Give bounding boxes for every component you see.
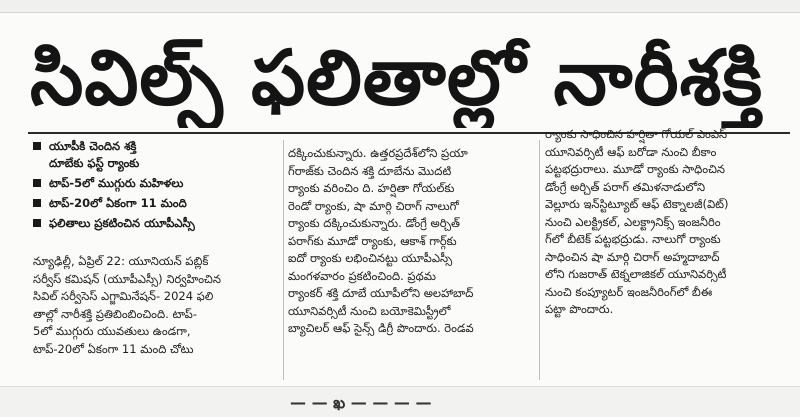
column-divider — [539, 140, 540, 380]
text-line: యూనివర్సిటీ ఆఫ్ బరోడా నుంచి బీకాం — [545, 144, 717, 159]
bullet-square-icon — [33, 219, 41, 227]
text-line: పరాగ్‌కు మూడో ర్యాంకు, ఆకాశ్ గార్గ్‌కు — [288, 233, 457, 248]
text-line: గ్‌రాజ్‌కు చెందిన శక్తి దూబేను మొదటి — [288, 163, 452, 178]
text-line: సివిల్ సర్వీసెస్ ఎగ్జామినేషన్- 2024 ఫలి — [33, 289, 214, 303]
text-line: లోని గుజరాత్ టెక్నలాజికల్ యూనివర్సిటీ — [545, 267, 727, 281]
bullet-square-icon — [33, 199, 41, 207]
bullet-square-icon — [33, 179, 41, 187]
text-line: తాల్లో నారీశక్తి ప్రతిబింబించింది. టాప్- — [33, 306, 197, 321]
bullet-square-icon — [33, 142, 41, 150]
text-line: టాప్-20లో ఏకంగా 11 మంది చోటు — [33, 341, 194, 356]
text-line: ర్యాంకర్ శక్తి దూబే యూపీలోని అలహాబాద్ — [288, 286, 474, 300]
text-line: దక్కించుకున్నారు. ఉత్తరప్రదేశ్‌లోని ప్రయా — [288, 146, 468, 160]
article-column-2 — [288, 145, 533, 338]
headline: సివిల్స్ ఫలితాల్లో నారీశక్తి — [30, 33, 764, 122]
text-line: న్యూఢిల్లీ, ఏప్రిల్ 22: యూనియన్ పబ్లిక్ — [33, 254, 209, 268]
text-line: ర్యాంకు దక్కించుకున్నారు. డోంగ్రే అర్చిత్ — [288, 216, 460, 230]
highlight-line: టాప్-5లో ముగ్గురు మహిళలు — [49, 176, 184, 190]
text-line: ర్యాంకు వరించిం ది. హర్షితా గోయల్‌కు — [288, 181, 455, 195]
text-line: సర్వీస్ కమిషన్ (యూపీఎస్సీ) నిర్వహించిన — [33, 271, 221, 286]
text-line: పట్టా పొందారు. — [545, 302, 614, 316]
highlights-list — [33, 138, 278, 235]
text-line: గ్‌లో బీటెక్ పట్టభద్రుడు. నాలుగో ర్యాంకు — [545, 232, 721, 246]
text-line: నుంచి కంప్యూటర్ ఇంజనీరింగ్‌లో బీఈ — [545, 284, 713, 299]
text-line: మంగళవారం ప్రకటించింది. ప్రథమ — [288, 268, 436, 283]
highlight-line: టాప్-20లో ఏకంగా 11 మంది — [49, 196, 187, 210]
text-line: యూనివర్సిటీ నుంచి బయోకెమిస్ట్రీలో — [288, 303, 451, 318]
text-line: పట్టభద్రురాలు. మూడో ర్యాంకు సాధించిన — [545, 162, 725, 176]
column-divider — [283, 140, 284, 380]
text-line: రెండో ర్యాంకు, షా మార్గి చిరాగ్ నాలుగో — [288, 198, 459, 213]
highlight-item — [33, 215, 278, 232]
text-line: బ్యాచిలర్ ఆఫ్ సైన్స్ డిగ్రీ పొందారు. రెండవ — [288, 321, 474, 335]
text-line: వెల్లూరు ఇన్‌స్టిట్యూట్ ఆఫ్ టెక్నాలజీ(విట్) — [545, 197, 729, 211]
text-line: నుంచి ఎలక్ట్రికల్, ఎలక్ట్రానిక్స్ ఇంజనీరిం — [545, 214, 721, 229]
text-line: ర్యాంకు సాధించిన హర్షితా గోయల్ ఎంఎస్ — [545, 127, 728, 141]
text-line: సాధించిన షా మార్గి చిరాగ్ అహ్మదాబాద్ — [545, 249, 720, 264]
highlight-item — [33, 195, 278, 212]
highlight-line: యూపీకి చెందిన శక్తి — [49, 139, 137, 153]
text-line: డోంగ్రే అర్చిత్ పరాగ్ తమిళనాడులోని — [545, 179, 706, 194]
next-article-strip — [0, 386, 800, 417]
top-strip — [0, 0, 800, 13]
text-line: ఐదో ర్యాంకు లభించినట్టు యూపీఎస్సీ — [288, 251, 453, 265]
highlight-item — [33, 175, 278, 192]
highlight-item — [33, 138, 278, 172]
article-column-3 — [545, 126, 790, 319]
highlight-line: దూబేకు ఫస్ట్ ర్యాంకు — [49, 156, 140, 170]
text-line: 5లో ముగ్గురు యువతులు ఉండగా, — [33, 324, 191, 338]
cropped-heading-fragment: — — ఖ — — — — — [290, 393, 432, 412]
highlight-line: ఫలితాలు ప్రకటించిన యూపీఎస్సీ — [49, 216, 195, 230]
article-column-1 — [33, 253, 278, 358]
